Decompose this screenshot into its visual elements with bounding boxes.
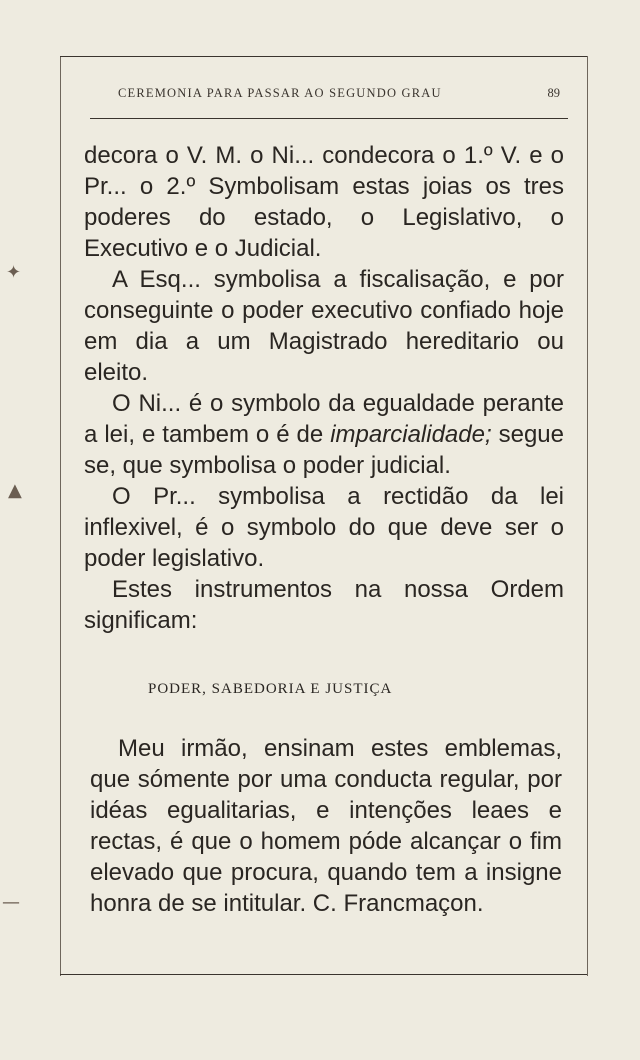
section-heading: PODER, SABEDORIA E JUSTIÇA xyxy=(148,681,393,697)
bottom-rule xyxy=(60,974,587,975)
margin-mark-icon: — xyxy=(2,892,20,913)
paragraph-4: O Pr... symbolisa a rectidão da lei inflexivel, é o symbolo do que deve ser o poder legislativo. xyxy=(84,483,564,572)
section-paragraph-1: Meu irmão, ensinam estes emblemas, que sómente por uma conducta regular, por idéas egualitarias, e intenções leaes e rectas, é que o homem póde alcançar o fim elevado que procura, quando tem a insigne honra de se intitular. C. Francmaçon. xyxy=(90,735,562,917)
running-head xyxy=(118,86,558,101)
paragraph-3-text-b: segue se, que symbolisa o poder judicial. xyxy=(84,421,564,479)
top-rule xyxy=(60,56,587,57)
head-rule xyxy=(90,118,568,119)
margin-mark-icon: ▲ xyxy=(8,480,22,501)
page-number: 89 xyxy=(547,86,560,100)
paragraph-5: Estes instrumentos na nossa Ordem significam: xyxy=(84,576,564,634)
margin-mark-icon: ✦ xyxy=(6,262,22,283)
running-title: CEREMONIA PARA PASSAR AO SEGUNDO GRAU xyxy=(118,86,442,100)
paragraph-2: A Esq... symbolisa a fiscalisação, e por conseguinte o poder executivo confiado hoje em dia a um Magistrado hereditario ou eleito. xyxy=(84,266,564,386)
main-text xyxy=(84,140,564,636)
paragraph-1: decora o V. M. o Ni... condecora o 1.º V. e o Pr... o 2.º Symbolisam estas joias os tres poderes do estado, o Legislativo, o Executivo e o Judicial. xyxy=(84,142,564,262)
section-text xyxy=(90,733,562,919)
paragraph-3-text-a: O Ni... é o symbolo da egualdade perante a lei, e tambem o é de xyxy=(84,390,564,448)
paragraph-3 xyxy=(84,388,564,481)
paragraph-3-italic: imparcialidade; xyxy=(330,421,492,448)
